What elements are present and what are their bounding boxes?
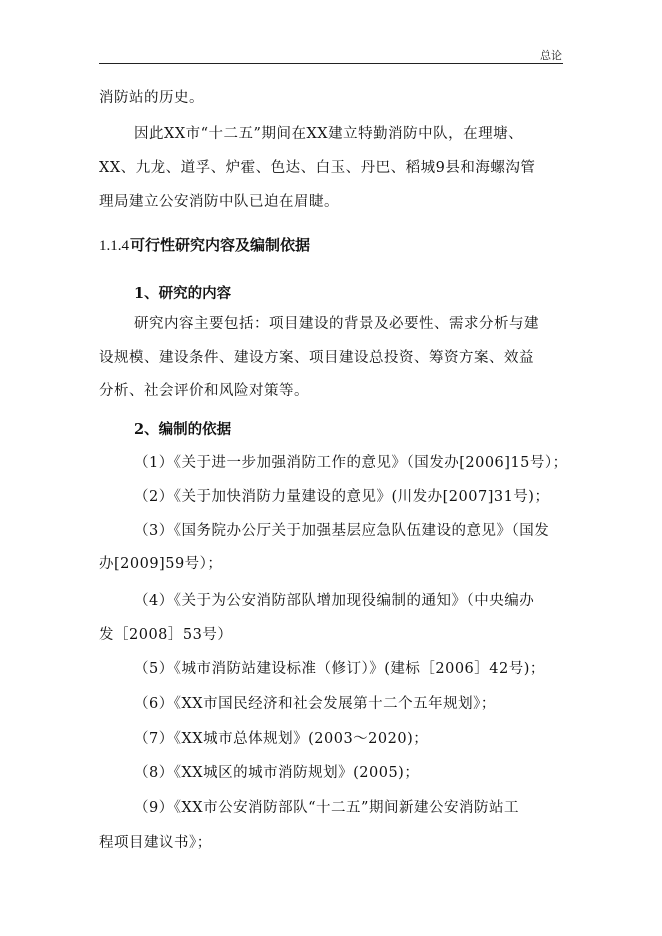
body-line: 分析、社会评价和风险对策等。 [99,383,309,399]
reference-item-cont: 办[2009]59号）； [99,556,223,572]
section-number: 1.1.4 [99,238,129,254]
reference-item: （8）《XX城区的城市消防规划》(2005)； [134,765,420,781]
reference-item-cont: 发［2008］53号） [99,627,233,643]
header-divider [99,63,563,64]
reference-item: （6）《XX市国民经济和社会发展第十二个五年规划》； [134,696,496,712]
reference-item: （9）《XX市公安消防部队“十二五”期间新建公安消防站工 [134,800,519,816]
reference-item: （4）《关于为公安消防部队增加现役编制的通知》（中央编办 [134,593,535,609]
body-line: 理局建立公安消防中队已迫在眉睫。 [99,194,339,210]
reference-item: （1）《关于进一步加强消防工作的意见》（国发办[2006]15号）； [134,455,568,471]
body-line: XX、九龙、道孚、炉霍、色达、白玉、丹巴、稻城9县和海螺沟管 [99,160,536,176]
reference-item: （5）《城市消防站建设标准（修订）》(建标［2006］42号)； [134,661,545,677]
section-title: 可行性研究内容及编制依据 [130,236,311,254]
section-heading [99,234,310,255]
body-line: 消防站的历史。 [99,90,204,106]
reference-item: （3）《国务院办公厅关于加强基层应急队伍建设的意见》（国发 [134,523,550,539]
subsection-heading-2: 2、编制的依据 [134,421,232,438]
reference-item: （2）《关于加快消防力量建设的意见》(川发办[2007]31号)； [134,489,550,505]
subsection-heading-1: 1、研究的内容 [134,285,232,302]
reference-item-cont: 程项目建议书》； [99,835,212,851]
body-line: 因此XX市“十二五”期间在XX建立特勤消防中队，在理塘、 [134,126,524,142]
reference-item: （7）《XX城市总体规划》(2003～2020)； [134,731,429,747]
body-line: 研究内容主要包括：项目建设的背景及必要性、需求分析与建 [134,316,539,332]
body-line: 设规模、建设条件、建设方案、项目建设总投资、筹资方案、效益 [99,350,534,366]
header-title: 总论 [540,49,562,62]
